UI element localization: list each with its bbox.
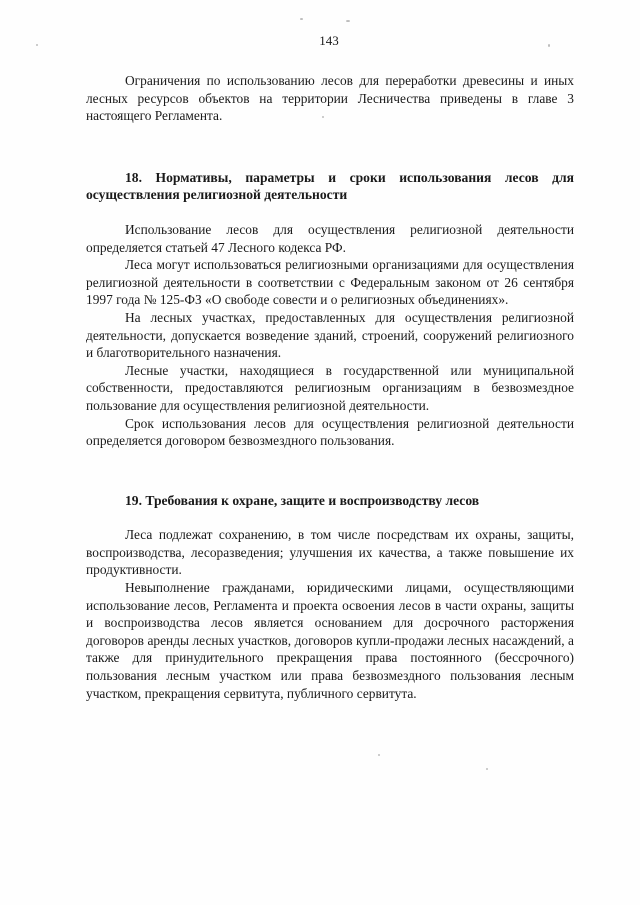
section-19-paragraph: Невыполнение гражданами, юридическими лицами, осуществляющими использование лесов, Регламента и проекта освоения лесов в части охраны, защиты и воспроизводства лесов является основанием для досрочного расторжения договоров аренды лесных участков, договоров купли-продажи лесных насаждений, а также для принудительного прекращения права постоянного (бессрочного) пользования лесным участком или права безвозмездного пользования лесным участком, прекращения сервитута, публичного сервитута. xyxy=(86,580,574,701)
section-18-paragraph: На лесных участках, предоставленных для осуществления религиозной деятельности, допускается возведение зданий, строений, сооружений религиозного и благотворительного назначения. xyxy=(86,309,574,361)
spacer xyxy=(86,450,574,492)
spacer xyxy=(86,509,574,526)
section-19-title: 19. Требования к охране, защите и воспроизводству лесов xyxy=(125,492,480,508)
scan-speck xyxy=(346,20,350,22)
spacer xyxy=(86,204,574,221)
scan-speck xyxy=(378,754,380,756)
section-19-paragraph: Леса подлежат сохранению, в том числе посредствам их охраны, защиты, воспроизводства, лесоразведения; улучшения их качества, а также повышение их продуктивности. xyxy=(86,527,574,578)
spacer xyxy=(86,125,574,169)
section-18-title: 18. Нормативы, параметры и сроки использования лесов для осуществления религиозной деятельности xyxy=(86,169,574,203)
intro-paragraph: Ограничения по использованию лесов для переработки древесины и иных лесных ресурсов объектов на территории Лесничества приведены в главе 3 настоящего Регламента. xyxy=(86,73,574,124)
section-18-paragraph: Лесные участки, находящиеся в государственной или муниципальной собственности, предоставляются религиозным организациям в безвозмездное пользование для осуществления религиозной деятельности. xyxy=(86,362,574,413)
scan-speck xyxy=(548,44,550,47)
section-18-paragraph: Срок использования лесов для осуществления религиозной деятельности определяется договором безвозмездного пользования. xyxy=(86,415,574,449)
section-18-paragraph: Использование лесов для осуществления религиозной деятельности определяется статьей 47 Лесного кодекса РФ. xyxy=(86,221,574,255)
scan-speck xyxy=(300,18,303,20)
section-19 xyxy=(86,492,574,703)
page-number: 143 xyxy=(319,33,339,48)
document-body xyxy=(86,72,574,702)
section-18 xyxy=(86,169,574,450)
section-18-paragraph: Леса могут использоваться религиозными организациями для осуществления религиозной деятельности в соответствии с Федеральным законом от 26 сентября 1997 года № 125-ФЗ «О свободе совести и о религиозных объединениях». xyxy=(86,257,574,308)
scan-speck xyxy=(36,44,38,46)
scan-speck xyxy=(322,116,324,118)
scan-speck xyxy=(486,768,488,770)
